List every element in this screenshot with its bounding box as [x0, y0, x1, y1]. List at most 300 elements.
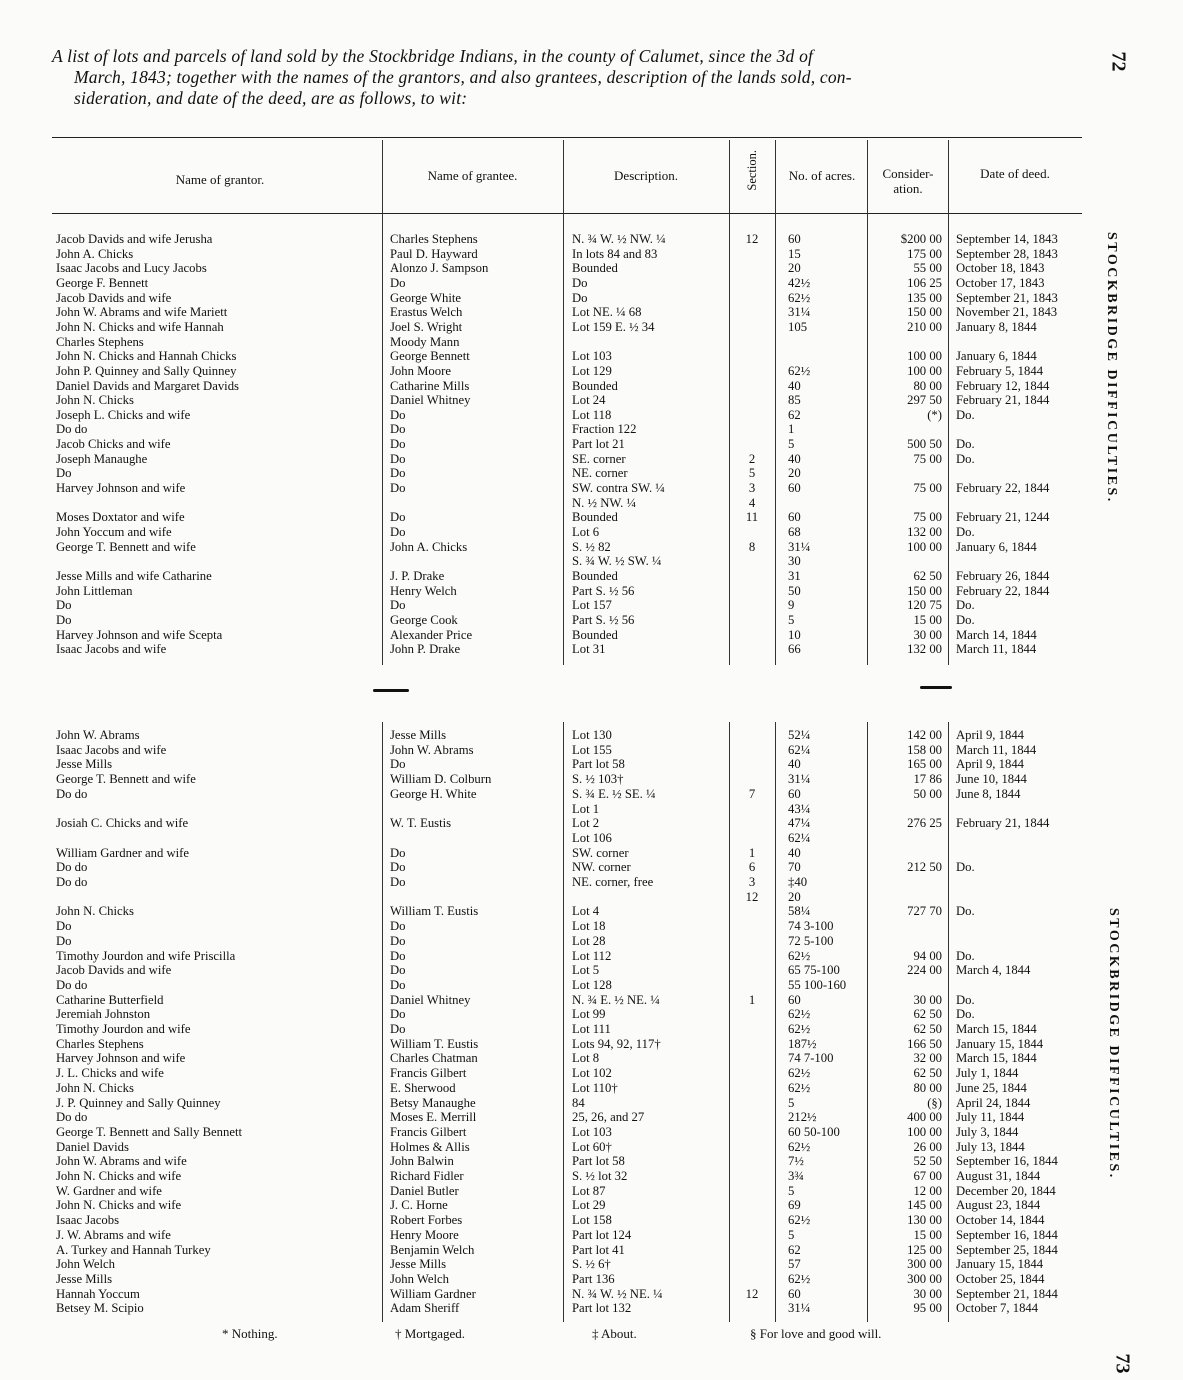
cell-grantee: J. C. Horne — [390, 1198, 448, 1213]
cell-grantor: Timothy Jourdon and wife Priscilla — [56, 948, 236, 963]
page-number-top: 72 — [1107, 51, 1130, 72]
cell-desc: N. ¾ E. ½ NE. ¼ — [572, 992, 660, 1007]
cell-date: March 14, 1844 — [956, 627, 1037, 642]
cell-date: Do. — [956, 598, 975, 613]
cell-cons: 75 00 — [913, 451, 942, 466]
cell-date: September 25, 1844 — [956, 1242, 1058, 1257]
cell-cons: 100 00 — [907, 539, 942, 554]
cell-desc: Lot 129 — [572, 363, 612, 378]
cell-desc: 25, 26, and 27 — [572, 1110, 645, 1125]
cell-grantor: Do do — [56, 977, 88, 992]
cell-grantee: William Gardner — [390, 1286, 476, 1301]
cell-desc: Do — [572, 290, 588, 305]
cell-date: March 15, 1844 — [956, 1051, 1037, 1066]
cell-grantor: Catharine Butterfield — [56, 992, 164, 1007]
cell-grantee: Do — [390, 437, 406, 452]
cell-cons: 52 50 — [913, 1154, 942, 1169]
cell-cons: 100 00 — [907, 1124, 942, 1139]
cell-grantee: Do — [390, 1022, 406, 1036]
cell-acres: 20 — [788, 889, 801, 904]
cell-grantor: Do do — [56, 860, 88, 875]
cell-desc: N. ¾ W. ½ NE. ¼ — [572, 1286, 663, 1301]
cell-grantee: Do — [390, 275, 406, 290]
cell-sec: 12 — [745, 889, 759, 904]
cell-cons: 400 00 — [907, 1110, 942, 1125]
cell-cons: 175 00 — [907, 246, 942, 261]
cell-grantor: Jacob Chicks and wife — [56, 437, 171, 452]
cell-acres: 187½ — [788, 1036, 817, 1051]
cell-grantor: Jeremiah Johnston — [56, 1007, 151, 1022]
rule-3 — [729, 140, 730, 665]
cell-grantee: J. P. Drake — [390, 568, 445, 583]
cell-desc: 84 — [572, 1095, 585, 1110]
cell-grantor: Charles Stephens — [56, 1036, 144, 1051]
cell-cons: 95 00 — [913, 1301, 942, 1316]
page-number-bottom: 73 — [1111, 1353, 1134, 1374]
cell-desc: Lot 128 — [572, 977, 612, 992]
cell-grantee: John A. Chicks — [390, 539, 468, 554]
cell-acres: 60 — [788, 232, 801, 246]
cell-acres: 62½ — [788, 1213, 811, 1228]
cell-sec: 5 — [748, 466, 756, 481]
cell-grantee: Moody Mann — [390, 334, 460, 349]
title-line-1: A list of lots and parcels of land sold by the Stockbridge Indians, in the county of Calumet, since the 3d of — [52, 46, 814, 66]
cell-grantee: Alexander Price — [390, 627, 473, 642]
cell-acres: 31¼ — [788, 1301, 811, 1316]
cell-acres: 31¼ — [788, 772, 811, 787]
cell-acres: 72 5-100 — [788, 933, 834, 948]
cell-date: Do. — [956, 612, 975, 627]
cell-desc: Part S. ½ 56 — [572, 612, 635, 627]
cell-cons: (§) — [927, 1095, 942, 1110]
cell-desc: Lot 5 — [572, 963, 600, 978]
cell-grantor: Isaac Jacobs and wife — [56, 642, 167, 657]
section-divider-right — [920, 686, 952, 689]
cell-cons: 158 00 — [907, 742, 942, 757]
cell-grantor: Isaac Jacobs — [56, 1213, 120, 1228]
cell-grantor: Daniel Davids and Margaret Davids — [56, 378, 239, 393]
cell-acres: 65 75-100 — [788, 963, 840, 978]
cell-date: Do. — [956, 860, 975, 875]
cell-grantee: Daniel Butler — [390, 1183, 459, 1198]
cell-grantor: Jesse Mills — [56, 1271, 113, 1286]
cell-grantor: A. Turkey and Hannah Turkey — [56, 1242, 211, 1257]
cell-desc: Lot 8 — [572, 1051, 600, 1066]
cell-desc: Lot 29 — [572, 1198, 606, 1213]
cell-grantee: Do — [390, 757, 406, 772]
cell-cons: 224 00 — [907, 963, 942, 978]
cell-date: September 28, 1843 — [956, 246, 1058, 261]
cell-grantor: Harvey Johnson and wife Scepta — [56, 627, 223, 642]
cell-date: Do. — [956, 525, 975, 539]
cell-desc: Lot NE. ¼ 68 — [572, 305, 642, 320]
cell-grantor: Isaac Jacobs and wife — [56, 742, 167, 757]
cell-acres: 105 — [788, 319, 808, 334]
cell-desc: SW. corner — [572, 845, 629, 860]
cell-grantee: Holmes & Allis — [390, 1139, 470, 1154]
cell-cons: 100 00 — [907, 349, 942, 364]
cell-desc: SE. corner — [572, 451, 626, 466]
cell-desc: S. ¾ W. ½ SW. ¼ — [572, 554, 662, 569]
cell-cons: 142 00 — [907, 728, 942, 742]
cell-date: February 21, 1844 — [956, 393, 1050, 408]
cell-grantee: Francis Gilbert — [390, 1066, 467, 1081]
cell-desc: Lot 102 — [572, 1066, 612, 1081]
cell-date: Do. — [956, 992, 975, 1007]
cell-cons: 166 50 — [907, 1036, 942, 1051]
cell-grantee: Do — [390, 598, 406, 613]
cell-grantor: George T. Bennett and Sally Bennett — [56, 1124, 243, 1139]
cell-acres: 52¼ — [788, 728, 811, 742]
cell-cons: 106 25 — [907, 275, 942, 290]
cell-cons: 50 00 — [913, 786, 942, 801]
cell-desc: S. ½ lot 32 — [572, 1169, 628, 1183]
cell-grantee: Daniel Whitney — [390, 393, 471, 408]
cell-grantor: Jacob Davids and wife — [56, 963, 172, 978]
cell-grantee: Benjamin Welch — [390, 1242, 475, 1257]
cell-grantor: George T. Bennett and wife — [56, 772, 196, 787]
cell-grantee: Henry Moore — [390, 1227, 459, 1242]
cell-acres: 40 — [788, 757, 801, 772]
cell-cons: 62 50 — [913, 568, 942, 583]
rule-b2 — [563, 722, 564, 1322]
cell-desc: Lot 103 — [572, 349, 612, 364]
cell-grantee: John Moore — [390, 363, 451, 378]
cell-desc: Part lot 21 — [572, 437, 625, 452]
cell-desc: Do — [572, 275, 588, 290]
cell-acres: 5 — [788, 437, 795, 452]
cell-acres: 69 — [788, 1198, 801, 1213]
cell-cons: 150 00 — [907, 583, 942, 598]
cell-grantor: William Gardner and wife — [56, 845, 190, 860]
cell-desc: Part lot 132 — [572, 1301, 632, 1316]
rule-6 — [948, 140, 949, 665]
cell-cons: 297 50 — [907, 393, 942, 408]
cell-acres: 60 — [788, 1286, 801, 1301]
cell-grantee: Henry Welch — [390, 583, 457, 598]
cell-acres: 30 — [788, 554, 801, 569]
cell-desc: Part lot 58 — [572, 757, 625, 772]
cell-grantee: Charles Stephens — [390, 232, 478, 246]
cell-acres: 62½ — [788, 1271, 811, 1286]
cell-date: February 21, 1844 — [956, 816, 1050, 831]
cell-acres: 60 50-100 — [788, 1124, 840, 1139]
cell-date: April 9, 1844 — [956, 728, 1025, 742]
header-description: Description. — [614, 168, 678, 183]
cell-grantor: Harvey Johnson and wife — [56, 481, 186, 496]
cell-desc: Lot 99 — [572, 1007, 606, 1022]
cell-acres: 40 — [788, 451, 801, 466]
cell-grantee: Do — [390, 510, 406, 525]
cell-grantee: Do — [390, 1007, 406, 1022]
title-line-2: March, 1843; together with the names of the grantors, and also grantees, description of the lands sold, con- — [74, 67, 852, 87]
cell-acres: 62½ — [788, 1080, 811, 1095]
cell-desc: Lot 28 — [572, 933, 606, 948]
cell-grantor: Do do — [56, 875, 88, 889]
cell-date: March 4, 1844 — [956, 963, 1031, 978]
cell-grantee: Do — [390, 919, 406, 934]
cell-grantor: Timothy Jourdon and wife — [56, 1022, 191, 1036]
cell-cons: 62 50 — [913, 1007, 942, 1022]
cell-grantee: Charles Chatman — [390, 1051, 478, 1066]
cell-grantee: Jesse Mills — [390, 728, 447, 742]
cell-desc: S. ½ 6† — [572, 1257, 611, 1272]
rule-b1 — [382, 722, 383, 1322]
cell-date: Do. — [956, 1007, 975, 1022]
cell-date: July 13, 1844 — [956, 1139, 1025, 1154]
cell-date: October 7, 1844 — [956, 1301, 1039, 1316]
cell-acres: 5 — [788, 1183, 795, 1198]
cell-sec: 12 — [745, 232, 759, 246]
cell-acres: 3¾ — [788, 1169, 804, 1183]
cell-cons: 12 00 — [913, 1183, 942, 1198]
cell-grantee: Do — [390, 977, 406, 992]
cell-sec: 1 — [748, 992, 756, 1007]
cell-grantor: John N. Chicks and wife — [56, 1198, 182, 1213]
cell-acres: 68 — [788, 525, 801, 539]
cell-grantor: John N. Chicks — [56, 904, 134, 919]
cell-desc: Lot 60† — [572, 1139, 612, 1154]
cell-sec: 11 — [745, 510, 759, 525]
cell-grantor: Do — [56, 919, 72, 934]
cell-grantor: Do — [56, 598, 72, 613]
rule-1 — [382, 140, 383, 665]
cell-date: October 14, 1844 — [956, 1213, 1045, 1228]
cell-date: September 16, 1844 — [956, 1227, 1058, 1242]
cell-grantee: John W. Abrams — [390, 742, 474, 757]
footnote-mortgaged: † Mortgaged. — [395, 1326, 466, 1341]
cell-date: April 24, 1844 — [956, 1095, 1031, 1110]
footnote-nothing: * Nothing. — [222, 1326, 278, 1341]
cell-date: March 11, 1844 — [956, 642, 1037, 657]
cell-date: March 11, 1844 — [956, 742, 1037, 757]
cell-grantor: Harvey Johnson and wife — [56, 1051, 186, 1066]
cell-desc: Lot 110† — [572, 1080, 618, 1095]
cell-date: July 3, 1844 — [956, 1124, 1019, 1139]
cell-grantor: John Welch — [56, 1257, 116, 1272]
cell-grantee: William T. Eustis — [390, 1036, 479, 1051]
header-top-rule — [52, 137, 1082, 138]
cell-acres: 43¼ — [788, 801, 811, 816]
cell-grantor: John P. Quinney and Sally Quinney — [56, 363, 237, 378]
header-date: Date of deed. — [980, 166, 1050, 181]
cell-desc: Lot 106 — [572, 830, 612, 845]
cell-grantee: Moses E. Merrill — [390, 1110, 477, 1125]
cell-grantor: John N. Chicks — [56, 1080, 134, 1095]
cell-cons: 30 00 — [913, 992, 942, 1007]
cell-cons: 55 00 — [913, 261, 942, 276]
cell-grantee: Betsy Manaughe — [390, 1095, 476, 1110]
cell-grantor: John W. Abrams — [56, 728, 140, 742]
rule-b4 — [775, 722, 776, 1322]
cell-acres: 10 — [788, 627, 801, 642]
cell-desc: S. ¾ E. ½ SE. ¼ — [572, 786, 656, 801]
cell-acres: 5 — [788, 1227, 795, 1242]
cell-acres: 62 — [788, 407, 801, 422]
cell-grantee: Alonzo J. Sampson — [390, 261, 489, 276]
cell-desc: Lot 103 — [572, 1124, 612, 1139]
cell-acres: 20 — [788, 466, 801, 481]
cell-acres: 57 — [788, 1257, 801, 1272]
cell-desc: Part 136 — [572, 1271, 615, 1286]
cell-grantee: Do — [390, 451, 406, 466]
cell-cons: 120 75 — [907, 598, 942, 613]
title-line-3: sideration, and date of the deed, are as follows, to wit: — [74, 88, 468, 108]
cell-acres: 62½ — [788, 1139, 811, 1154]
cell-grantee: Do — [390, 466, 406, 481]
header-bottom-rule — [52, 213, 1082, 214]
rule-2 — [563, 140, 564, 665]
cell-desc: Lot 4 — [572, 904, 600, 919]
cell-grantor: John W. Abrams and wife Mariett — [56, 305, 228, 320]
cell-grantor: Daniel Davids — [56, 1139, 129, 1154]
cell-desc: Lot 155 — [572, 742, 612, 757]
cell-grantor: W. Gardner and wife — [56, 1183, 162, 1198]
cell-grantor: J. P. Quinney and Sally Quinney — [56, 1095, 221, 1110]
cell-cons: 80 00 — [913, 378, 942, 393]
cell-date: Do. — [956, 437, 975, 452]
cell-date: January 6, 1844 — [956, 349, 1037, 364]
cell-acres: 31 — [788, 568, 801, 583]
cell-date: October 25, 1844 — [956, 1271, 1045, 1286]
cell-desc: S. ½ 103† — [572, 772, 624, 787]
cell-cons: 132 00 — [907, 525, 942, 539]
cell-date: February 26, 1844 — [956, 568, 1050, 583]
side-header-top: STOCKBRIDGE DIFFICULTIES. — [1104, 232, 1119, 504]
document-title — [52, 46, 1087, 109]
cell-date: October 17, 1843 — [956, 275, 1045, 290]
cell-grantor: Betsey M. Scipio — [56, 1301, 144, 1316]
cell-cons: 15 00 — [913, 612, 942, 627]
cell-grantor: Do do — [56, 422, 88, 437]
cell-acres: 31¼ — [788, 305, 811, 320]
cell-date: February 22, 1844 — [956, 583, 1050, 598]
cell-grantee: George H. White — [390, 786, 477, 801]
cell-date: October 18, 1843 — [956, 261, 1045, 276]
cell-cons: 94 00 — [913, 948, 942, 963]
cell-cons: 62 50 — [913, 1022, 942, 1036]
cell-acres: 55 100-160 — [788, 977, 847, 992]
cell-grantee: E. Sherwood — [390, 1080, 456, 1095]
cell-acres: 5 — [788, 612, 795, 627]
cell-date: April 9, 1844 — [956, 757, 1025, 772]
cell-grantor: Do — [56, 466, 72, 481]
cell-grantor: John N. Chicks — [56, 393, 134, 408]
cell-grantee: Jesse Mills — [390, 1257, 447, 1272]
rule-b6 — [948, 722, 949, 1322]
cell-cons: 145 00 — [907, 1198, 942, 1213]
cell-grantee: George White — [390, 290, 462, 305]
cell-grantee: Adam Sheriff — [390, 1301, 460, 1316]
cell-grantee: John Balwin — [390, 1154, 454, 1169]
cell-cons: $200 00 — [900, 232, 942, 246]
cell-grantee: Richard Fidler — [390, 1169, 464, 1183]
cell-grantor: John Littleman — [56, 583, 133, 598]
cell-date: January 15, 1844 — [956, 1257, 1044, 1272]
rule-b3 — [729, 722, 730, 1322]
cell-date: June 25, 1844 — [956, 1080, 1027, 1095]
cell-desc: SW. contra SW. ¼ — [572, 481, 665, 496]
cell-grantor: Isaac Jacobs and Lucy Jacobs — [56, 261, 207, 276]
cell-desc: Lot 18 — [572, 919, 606, 934]
cell-acres: 62½ — [788, 1022, 811, 1036]
cell-cons: 80 00 — [913, 1080, 942, 1095]
cell-acres: 47¼ — [788, 816, 811, 831]
cell-grantor: John N. Chicks and Hannah Chicks — [56, 349, 237, 364]
cell-grantor: Joseph L. Chicks and wife — [56, 407, 191, 422]
cell-cons: 15 00 — [913, 1227, 942, 1242]
cell-date: July 1, 1844 — [956, 1066, 1019, 1081]
cell-grantor: Charles Stephens — [56, 334, 144, 349]
side-header-bottom: STOCKBRIDGE DIFFICULTIES. — [1106, 908, 1121, 1180]
cell-date: Do. — [956, 407, 975, 422]
cell-acres: 62½ — [788, 1066, 811, 1081]
cell-acres: 74 7-100 — [788, 1051, 834, 1066]
cell-cons: 75 00 — [913, 510, 942, 525]
cell-grantee: Erastus Welch — [390, 305, 463, 320]
cell-acres: 20 — [788, 261, 801, 276]
cell-sec: 1 — [748, 845, 756, 860]
cell-grantor: John N. Chicks and wife — [56, 1169, 182, 1183]
cell-date: Do. — [956, 451, 975, 466]
cell-date: September 21, 1843 — [956, 290, 1058, 305]
cell-grantor: Jesse Mills — [56, 757, 113, 772]
cell-desc: Fraction 122 — [572, 422, 637, 437]
cell-desc: Lot 118 — [572, 407, 612, 422]
cell-grantor: John W. Abrams and wife — [56, 1154, 187, 1169]
cell-grantor: Jesse Mills and wife Catharine — [56, 568, 212, 583]
cell-acres: 62½ — [788, 948, 811, 963]
cell-desc: Part lot 41 — [572, 1242, 625, 1257]
cell-desc: Lot 1 — [572, 801, 600, 816]
cell-grantee: Daniel Whitney — [390, 992, 471, 1007]
cell-sec: 6 — [748, 860, 756, 875]
cell-grantor: John Yoccum and wife — [56, 525, 172, 539]
cell-cons: 300 00 — [907, 1257, 942, 1272]
cell-desc: Lot 158 — [572, 1213, 612, 1228]
cell-grantor: John A. Chicks — [56, 246, 134, 261]
cell-cons: 212 50 — [907, 860, 942, 875]
cell-date: January 6, 1844 — [956, 539, 1037, 554]
cell-desc: Part lot 124 — [572, 1227, 632, 1242]
cell-sec: 12 — [745, 1286, 759, 1301]
cell-grantor: John N. Chicks and wife Hannah — [56, 319, 224, 334]
header-consideration: Consider-ation. — [882, 166, 934, 196]
cell-date: Do. — [956, 904, 975, 919]
cell-grantee: Paul D. Hayward — [390, 246, 478, 261]
cell-grantee: Do — [390, 525, 406, 539]
cell-desc: Lot 157 — [572, 598, 612, 613]
cell-acres: 60 — [788, 992, 801, 1007]
cell-grantor: George F. Bennett — [56, 275, 149, 290]
cell-grantee: George Cook — [390, 612, 458, 627]
rule-4 — [775, 140, 776, 665]
cell-grantor: Do — [56, 933, 72, 948]
cell-cons: 30 00 — [913, 627, 942, 642]
cell-desc: Bounded — [572, 627, 618, 642]
cell-acres: 60 — [788, 510, 801, 525]
cell-cons: 300 00 — [907, 1271, 942, 1286]
cell-grantor: Do — [56, 612, 72, 627]
cell-desc: Bounded — [572, 378, 618, 393]
cell-acres: 60 — [788, 481, 801, 496]
cell-grantee: John Welch — [390, 1271, 450, 1286]
cell-desc: Lot 6 — [572, 525, 600, 539]
cell-desc: N. ½ NW. ¼ — [572, 495, 637, 510]
cell-acres: 74 3-100 — [788, 919, 834, 934]
cell-grantor: Jacob Davids and wife Jerusha — [56, 232, 213, 246]
cell-sec: 7 — [748, 786, 756, 801]
